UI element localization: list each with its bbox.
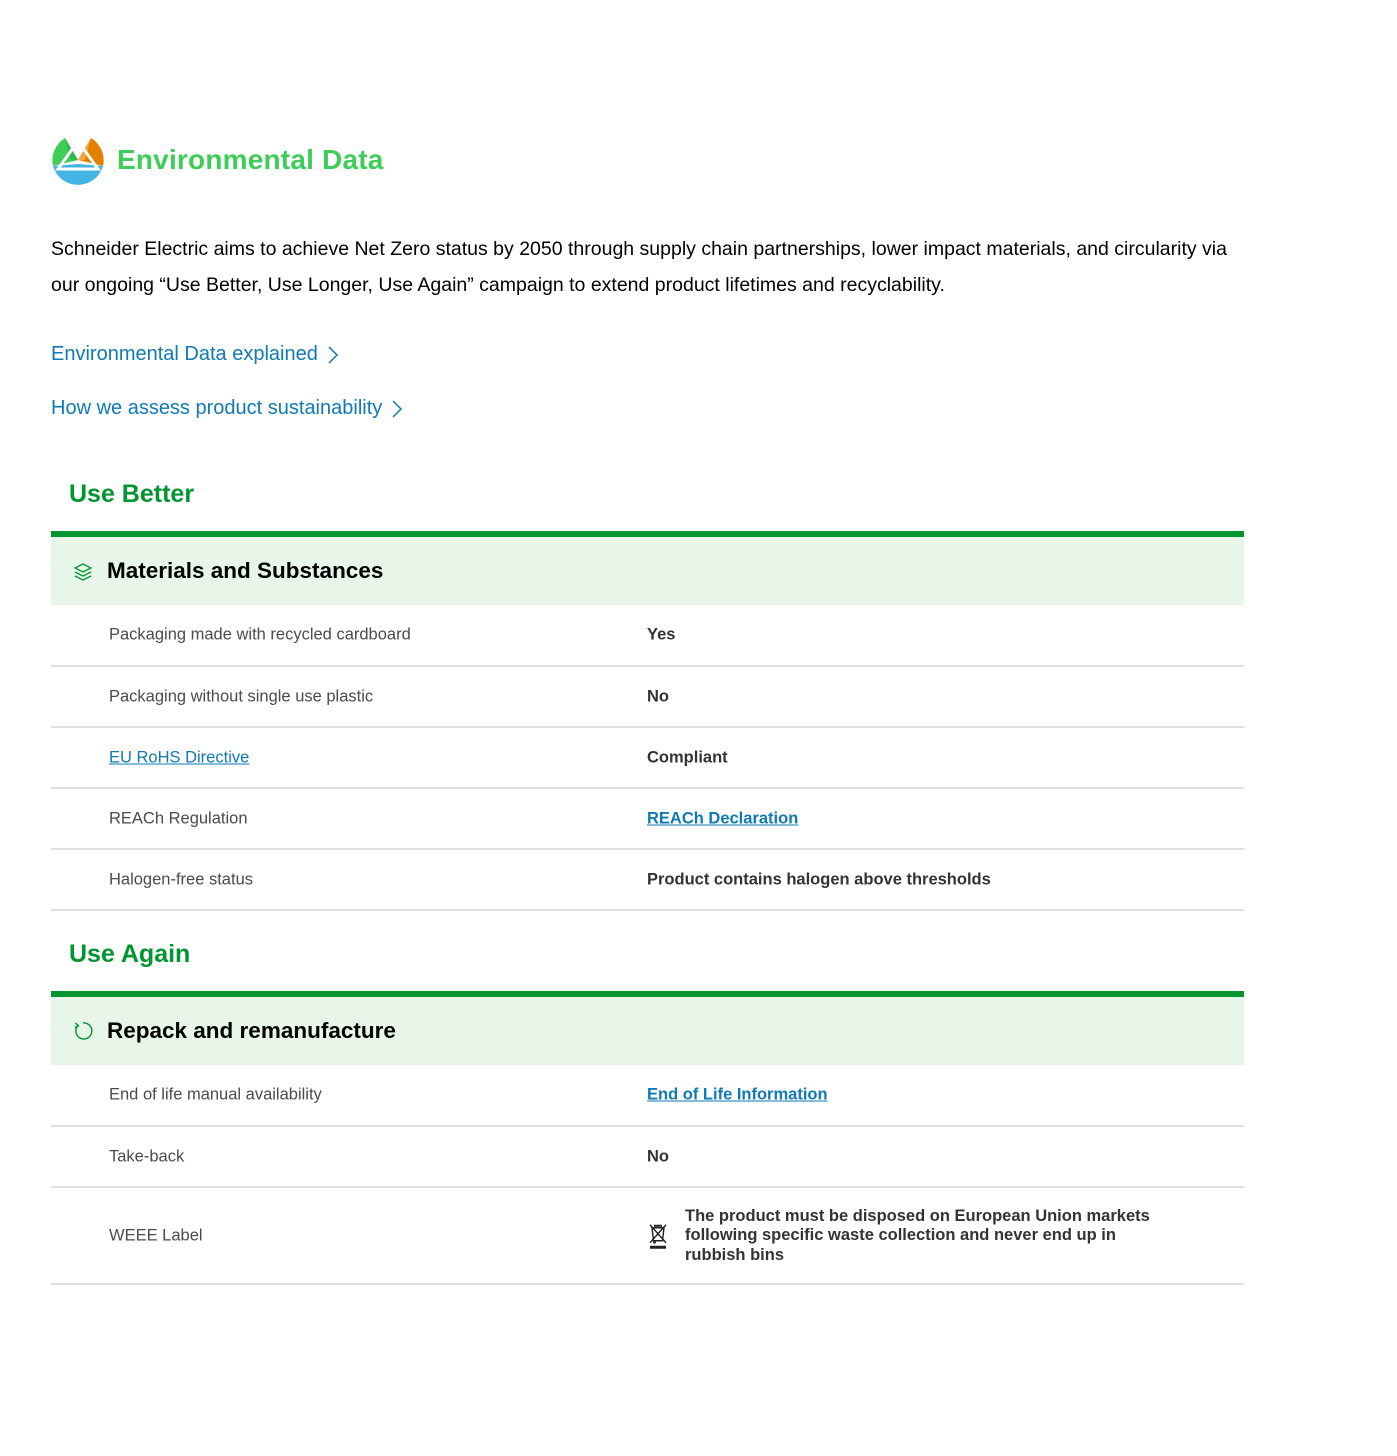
environmental-data-explained-link[interactable] xyxy=(51,343,340,366)
row-label: REACh Regulation xyxy=(109,809,248,827)
layers-icon xyxy=(72,560,94,582)
repack-remanufacture-band xyxy=(51,991,1244,1065)
weee-value xyxy=(647,1206,1175,1265)
row-value: No xyxy=(647,687,669,705)
table-row xyxy=(51,850,1244,911)
row-label: WEEE Label xyxy=(109,1226,203,1244)
chevron-right-icon xyxy=(326,345,340,365)
link-label: How we assess product sustainability xyxy=(51,397,383,419)
crossed-bin-icon xyxy=(647,1221,669,1251)
assess-sustainability-link[interactable] xyxy=(51,397,404,420)
chevron-right-icon xyxy=(390,399,404,419)
band-title: Materials and Substances xyxy=(107,558,384,583)
environment-triangle-logo-icon xyxy=(51,133,105,187)
table-row xyxy=(51,605,1244,667)
link-label: Environmental Data explained xyxy=(51,343,318,365)
row-value: Product contains halogen above thresholds xyxy=(647,870,991,888)
table-row xyxy=(51,1127,1244,1188)
use-better-heading: Use Better xyxy=(69,480,195,508)
page-title: Environmental Data xyxy=(117,144,384,175)
reach-declaration-link[interactable]: REACh Declaration xyxy=(647,809,799,827)
band-title: Repack and remanufacture xyxy=(107,1018,396,1043)
row-label: End of life manual availability xyxy=(109,1085,322,1104)
row-label: Packaging made with recycled cardboard xyxy=(109,625,411,644)
row-value: Yes xyxy=(647,625,676,644)
weee-description: The product must be disposed on European Union markets following specific waste collection and never end up in rubbish bins xyxy=(685,1206,1150,1264)
eu-rohs-directive-link[interactable]: EU RoHS Directive xyxy=(109,748,250,766)
materials-substances-band xyxy=(51,531,1244,605)
refresh-cycle-icon xyxy=(72,1020,94,1042)
table-row xyxy=(51,1188,1244,1285)
row-value: Compliant xyxy=(647,748,728,766)
table-row xyxy=(51,789,1244,850)
end-of-life-information-link[interactable]: End of Life Information xyxy=(647,1085,828,1104)
page-header xyxy=(51,132,384,188)
table-row xyxy=(51,728,1244,789)
table-row xyxy=(51,1065,1244,1127)
row-label: Halogen-free status xyxy=(109,870,253,888)
row-value: No xyxy=(647,1147,669,1165)
intro-paragraph: Schneider Electric aims to achieve Net Zero status by 2050 through supply chain partnerships, lower impact materials, and circularity via our ongoing “Use Better, Use Longer, Use Again” campaign to extend product lifetimes and recyclability. xyxy=(51,238,1227,296)
use-again-heading: Use Again xyxy=(69,940,191,968)
table-row xyxy=(51,667,1244,728)
row-label: Packaging without single use plastic xyxy=(109,687,374,705)
row-label: Take-back xyxy=(109,1147,185,1165)
